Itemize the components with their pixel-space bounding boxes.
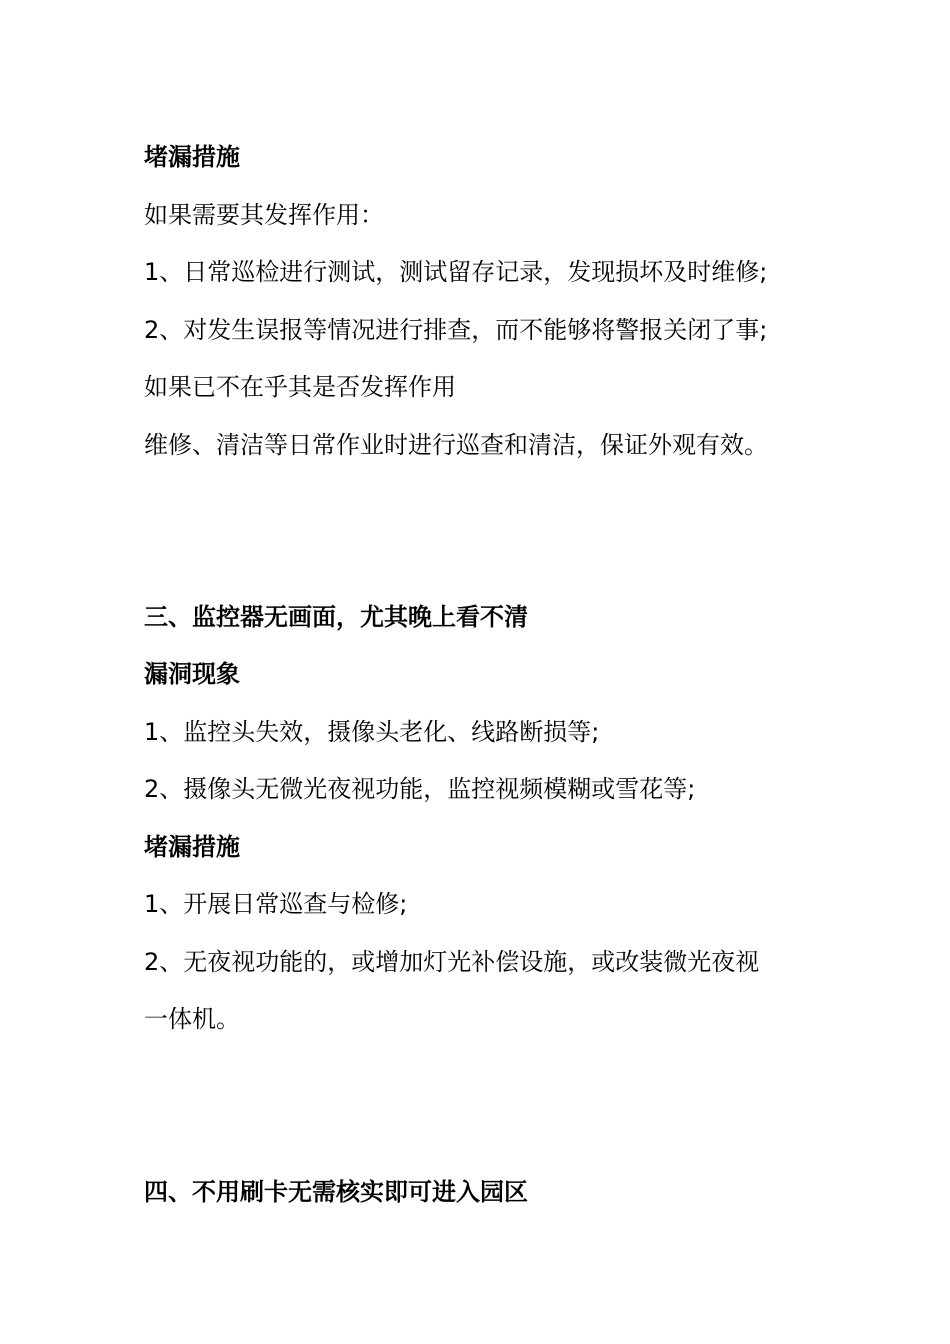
- list-item: 2、摄像头无微光夜视功能，监控视频模糊或雪花等;: [144, 775, 696, 803]
- section-heading-measures: 堵漏措施: [144, 143, 240, 171]
- list-item: 1、监控头失效，摄像头老化、线路断损等;: [144, 718, 600, 746]
- section-heading-phenomenon: 漏洞现象: [144, 660, 240, 688]
- list-item: 1、开展日常巡查与检修;: [144, 890, 408, 918]
- section-title-access: 四、不用刷卡无需核实即可进入园区: [144, 1178, 528, 1206]
- paragraph-line: 如果需要其发挥作用：: [144, 201, 384, 229]
- paragraph-line: 维修、清洁等日常作业时进行巡查和清洁，保证外观有效。: [144, 431, 768, 459]
- paragraph-line: 如果已不在乎其是否发挥作用: [144, 373, 456, 401]
- list-item: 1、日常巡检进行测试，测试留存记录，发现损坏及时维修;: [144, 258, 768, 286]
- section-title-monitor: 三、监控器无画面，尤其晚上看不清: [144, 603, 528, 631]
- paragraph-line: 一体机。: [144, 1005, 240, 1033]
- list-item: 2、对发生误报等情况进行排查，而不能够将警报关闭了事;: [144, 316, 768, 344]
- section-heading-measures: 堵漏措施: [144, 833, 240, 861]
- list-item: 2、无夜视功能的，或增加灯光补偿设施，或改装微光夜视: [144, 948, 760, 976]
